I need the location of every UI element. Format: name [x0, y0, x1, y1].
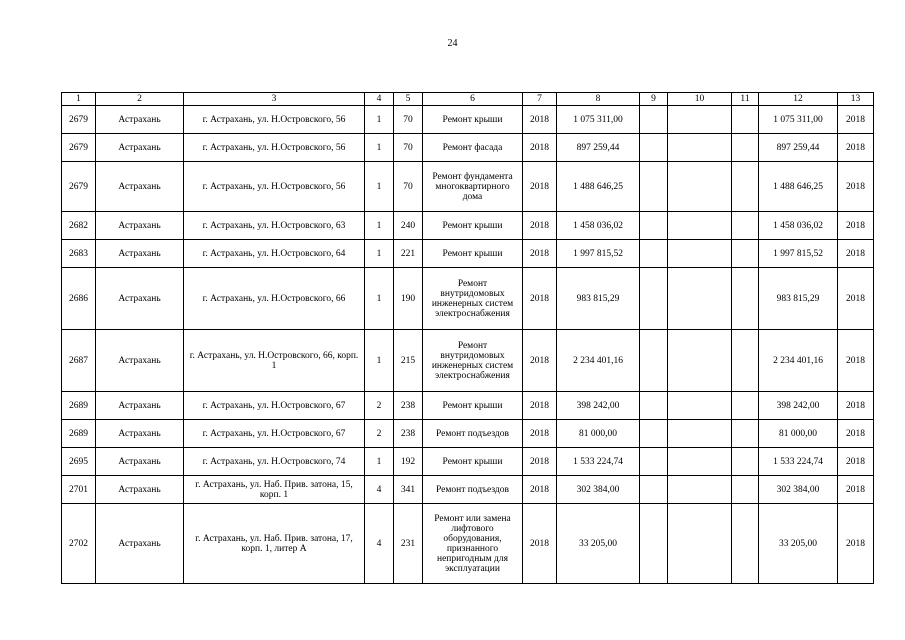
col-11 — [732, 106, 759, 134]
col-4: 1 — [365, 162, 394, 212]
table-row — [62, 268, 874, 330]
col-10 — [668, 134, 732, 162]
work-type: Ремонт крыши — [423, 448, 523, 476]
cost: 1 488 646,25 — [557, 162, 640, 212]
year: 2018 — [523, 504, 557, 584]
col-9 — [640, 420, 668, 448]
table-row — [62, 134, 874, 162]
table-row — [62, 504, 874, 584]
header-cell: 1 — [62, 93, 96, 106]
col-10 — [668, 106, 732, 134]
work-type: Ремонт внутридомовых инженерных систем электроснабжения — [423, 268, 523, 330]
cost: 398 242,00 — [557, 392, 640, 420]
col-9 — [640, 268, 668, 330]
city: Астрахань — [96, 504, 184, 584]
header-cell: 4 — [365, 93, 394, 106]
header-cell: 13 — [838, 93, 874, 106]
col-11 — [732, 212, 759, 240]
col-5: 238 — [394, 420, 423, 448]
col-9 — [640, 330, 668, 392]
col-13: 2018 — [838, 330, 874, 392]
address: г. Астрахань, ул. Н.Островского, 56 — [184, 134, 365, 162]
col-13: 2018 — [838, 504, 874, 584]
table-body — [62, 106, 874, 584]
house-id: 2679 — [62, 134, 96, 162]
col-10 — [668, 162, 732, 212]
city: Астрахань — [96, 212, 184, 240]
address: г. Астрахань, ул. Н.Островского, 64 — [184, 240, 365, 268]
city: Астрахань — [96, 476, 184, 504]
table-row — [62, 240, 874, 268]
city: Астрахань — [96, 392, 184, 420]
page-number: 24 — [447, 38, 458, 49]
house-id: 2687 — [62, 330, 96, 392]
col-12: 33 205,00 — [759, 504, 838, 584]
cost: 897 259,44 — [557, 134, 640, 162]
col-11 — [732, 162, 759, 212]
col-13: 2018 — [838, 448, 874, 476]
city: Астрахань — [96, 268, 184, 330]
address: г. Астрахань, ул. Н.Островского, 56 — [184, 106, 365, 134]
col-11 — [732, 240, 759, 268]
col-12: 1 075 311,00 — [759, 106, 838, 134]
work-type: Ремонт крыши — [423, 106, 523, 134]
year: 2018 — [523, 212, 557, 240]
city: Астрахань — [96, 162, 184, 212]
year: 2018 — [523, 448, 557, 476]
header-cell: 3 — [184, 93, 365, 106]
col-5: 215 — [394, 330, 423, 392]
house-id: 2679 — [62, 106, 96, 134]
col-12: 1 533 224,74 — [759, 448, 838, 476]
col-10 — [668, 212, 732, 240]
col-5: 70 — [394, 106, 423, 134]
col-11 — [732, 268, 759, 330]
work-type: Ремонт или замена лифтового оборудования, признанного непригодным для эксплуатации — [423, 504, 523, 584]
work-type: Ремонт фасада — [423, 134, 523, 162]
city: Астрахань — [96, 330, 184, 392]
col-10 — [668, 330, 732, 392]
col-12: 897 259,44 — [759, 134, 838, 162]
year: 2018 — [523, 106, 557, 134]
col-11 — [732, 504, 759, 584]
header-cell: 6 — [423, 93, 523, 106]
col-4: 4 — [365, 476, 394, 504]
col-5: 70 — [394, 134, 423, 162]
year: 2018 — [523, 330, 557, 392]
col-5: 70 — [394, 162, 423, 212]
col-13: 2018 — [838, 212, 874, 240]
header-cell: 10 — [668, 93, 732, 106]
col-4: 1 — [365, 268, 394, 330]
col-10 — [668, 476, 732, 504]
address: г. Астрахань, ул. Н.Островского, 66, корп. 1 — [184, 330, 365, 392]
col-10 — [668, 504, 732, 584]
col-12: 302 384,00 — [759, 476, 838, 504]
table-header — [62, 93, 874, 106]
city: Астрахань — [96, 134, 184, 162]
city: Астрахань — [96, 420, 184, 448]
house-id: 2702 — [62, 504, 96, 584]
header-cell: 2 — [96, 93, 184, 106]
address: г. Астрахань, ул. Наб. Прив. затона, 17, корп. 1, литер А — [184, 504, 365, 584]
house-id: 2682 — [62, 212, 96, 240]
col-9 — [640, 162, 668, 212]
col-13: 2018 — [838, 268, 874, 330]
col-12: 1 488 646,25 — [759, 162, 838, 212]
col-11 — [732, 330, 759, 392]
col-10 — [668, 448, 732, 476]
city: Астрахань — [96, 240, 184, 268]
col-5: 341 — [394, 476, 423, 504]
col-9 — [640, 504, 668, 584]
col-9 — [640, 476, 668, 504]
col-13: 2018 — [838, 392, 874, 420]
col-12: 2 234 401,16 — [759, 330, 838, 392]
address: г. Астрахань, ул. Н.Островского, 67 — [184, 392, 365, 420]
col-11 — [732, 134, 759, 162]
col-13: 2018 — [838, 134, 874, 162]
header-cell: 5 — [394, 93, 423, 106]
col-11 — [732, 448, 759, 476]
house-id: 2695 — [62, 448, 96, 476]
house-id: 2689 — [62, 420, 96, 448]
cost: 33 205,00 — [557, 504, 640, 584]
work-type: Ремонт крыши — [423, 392, 523, 420]
col-5: 231 — [394, 504, 423, 584]
work-type: Ремонт фундамента многоквартирного дома — [423, 162, 523, 212]
work-type: Ремонт крыши — [423, 240, 523, 268]
col-4: 4 — [365, 504, 394, 584]
col-13: 2018 — [838, 476, 874, 504]
address: г. Астрахань, ул. Н.Островского, 67 — [184, 420, 365, 448]
col-13: 2018 — [838, 162, 874, 212]
col-12: 1 458 036,02 — [759, 212, 838, 240]
col-10 — [668, 268, 732, 330]
col-5: 240 — [394, 212, 423, 240]
col-13: 2018 — [838, 240, 874, 268]
col-10 — [668, 240, 732, 268]
year: 2018 — [523, 392, 557, 420]
col-4: 1 — [365, 330, 394, 392]
year: 2018 — [523, 420, 557, 448]
col-12: 81 000,00 — [759, 420, 838, 448]
col-5: 221 — [394, 240, 423, 268]
header-cell: 12 — [759, 93, 838, 106]
house-id: 2679 — [62, 162, 96, 212]
work-type: Ремонт внутридомовых инженерных систем электроснабжения — [423, 330, 523, 392]
year: 2018 — [523, 162, 557, 212]
col-12: 983 815,29 — [759, 268, 838, 330]
cost: 81 000,00 — [557, 420, 640, 448]
table-row — [62, 448, 874, 476]
house-id: 2701 — [62, 476, 96, 504]
house-id: 2683 — [62, 240, 96, 268]
table-row — [62, 392, 874, 420]
cost: 2 234 401,16 — [557, 330, 640, 392]
col-4: 1 — [365, 240, 394, 268]
table-row — [62, 212, 874, 240]
col-13: 2018 — [838, 420, 874, 448]
col-5: 192 — [394, 448, 423, 476]
col-4: 1 — [365, 448, 394, 476]
year: 2018 — [523, 476, 557, 504]
year: 2018 — [523, 134, 557, 162]
table-row — [62, 162, 874, 212]
table-row — [62, 106, 874, 134]
col-12: 398 242,00 — [759, 392, 838, 420]
col-9 — [640, 212, 668, 240]
cost: 1 533 224,74 — [557, 448, 640, 476]
city: Астрахань — [96, 448, 184, 476]
address: г. Астрахань, ул. Н.Островского, 63 — [184, 212, 365, 240]
table-row — [62, 330, 874, 392]
table-row — [62, 420, 874, 448]
header-cell: 7 — [523, 93, 557, 106]
table-row — [62, 476, 874, 504]
house-id: 2689 — [62, 392, 96, 420]
work-type: Ремонт подъездов — [423, 476, 523, 504]
col-11 — [732, 392, 759, 420]
year: 2018 — [523, 268, 557, 330]
col-4: 1 — [365, 134, 394, 162]
col-9 — [640, 392, 668, 420]
header-cell: 8 — [557, 93, 640, 106]
col-4: 1 — [365, 212, 394, 240]
col-10 — [668, 392, 732, 420]
col-5: 190 — [394, 268, 423, 330]
col-12: 1 997 815,52 — [759, 240, 838, 268]
city: Астрахань — [96, 106, 184, 134]
col-11 — [732, 420, 759, 448]
registry-table — [61, 92, 874, 584]
col-10 — [668, 420, 732, 448]
address: г. Астрахань, ул. Н.Островского, 74 — [184, 448, 365, 476]
col-9 — [640, 134, 668, 162]
col-4: 1 — [365, 106, 394, 134]
col-13: 2018 — [838, 106, 874, 134]
col-9 — [640, 240, 668, 268]
year: 2018 — [523, 240, 557, 268]
col-11 — [732, 476, 759, 504]
address: г. Астрахань, ул. Н.Островского, 56 — [184, 162, 365, 212]
cost: 302 384,00 — [557, 476, 640, 504]
cost: 1 458 036,02 — [557, 212, 640, 240]
col-4: 2 — [365, 392, 394, 420]
cost: 1 075 311,00 — [557, 106, 640, 134]
cost: 983 815,29 — [557, 268, 640, 330]
address: г. Астрахань, ул. Наб. Прив. затона, 15, корп. 1 — [184, 476, 365, 504]
house-id: 2686 — [62, 268, 96, 330]
address: г. Астрахань, ул. Н.Островского, 66 — [184, 268, 365, 330]
cost: 1 997 815,52 — [557, 240, 640, 268]
work-type: Ремонт крыши — [423, 212, 523, 240]
header-row — [62, 93, 874, 106]
work-type: Ремонт подъездов — [423, 420, 523, 448]
col-5: 238 — [394, 392, 423, 420]
col-9 — [640, 448, 668, 476]
col-9 — [640, 106, 668, 134]
header-cell: 9 — [640, 93, 668, 106]
col-4: 2 — [365, 420, 394, 448]
header-cell: 11 — [732, 93, 759, 106]
